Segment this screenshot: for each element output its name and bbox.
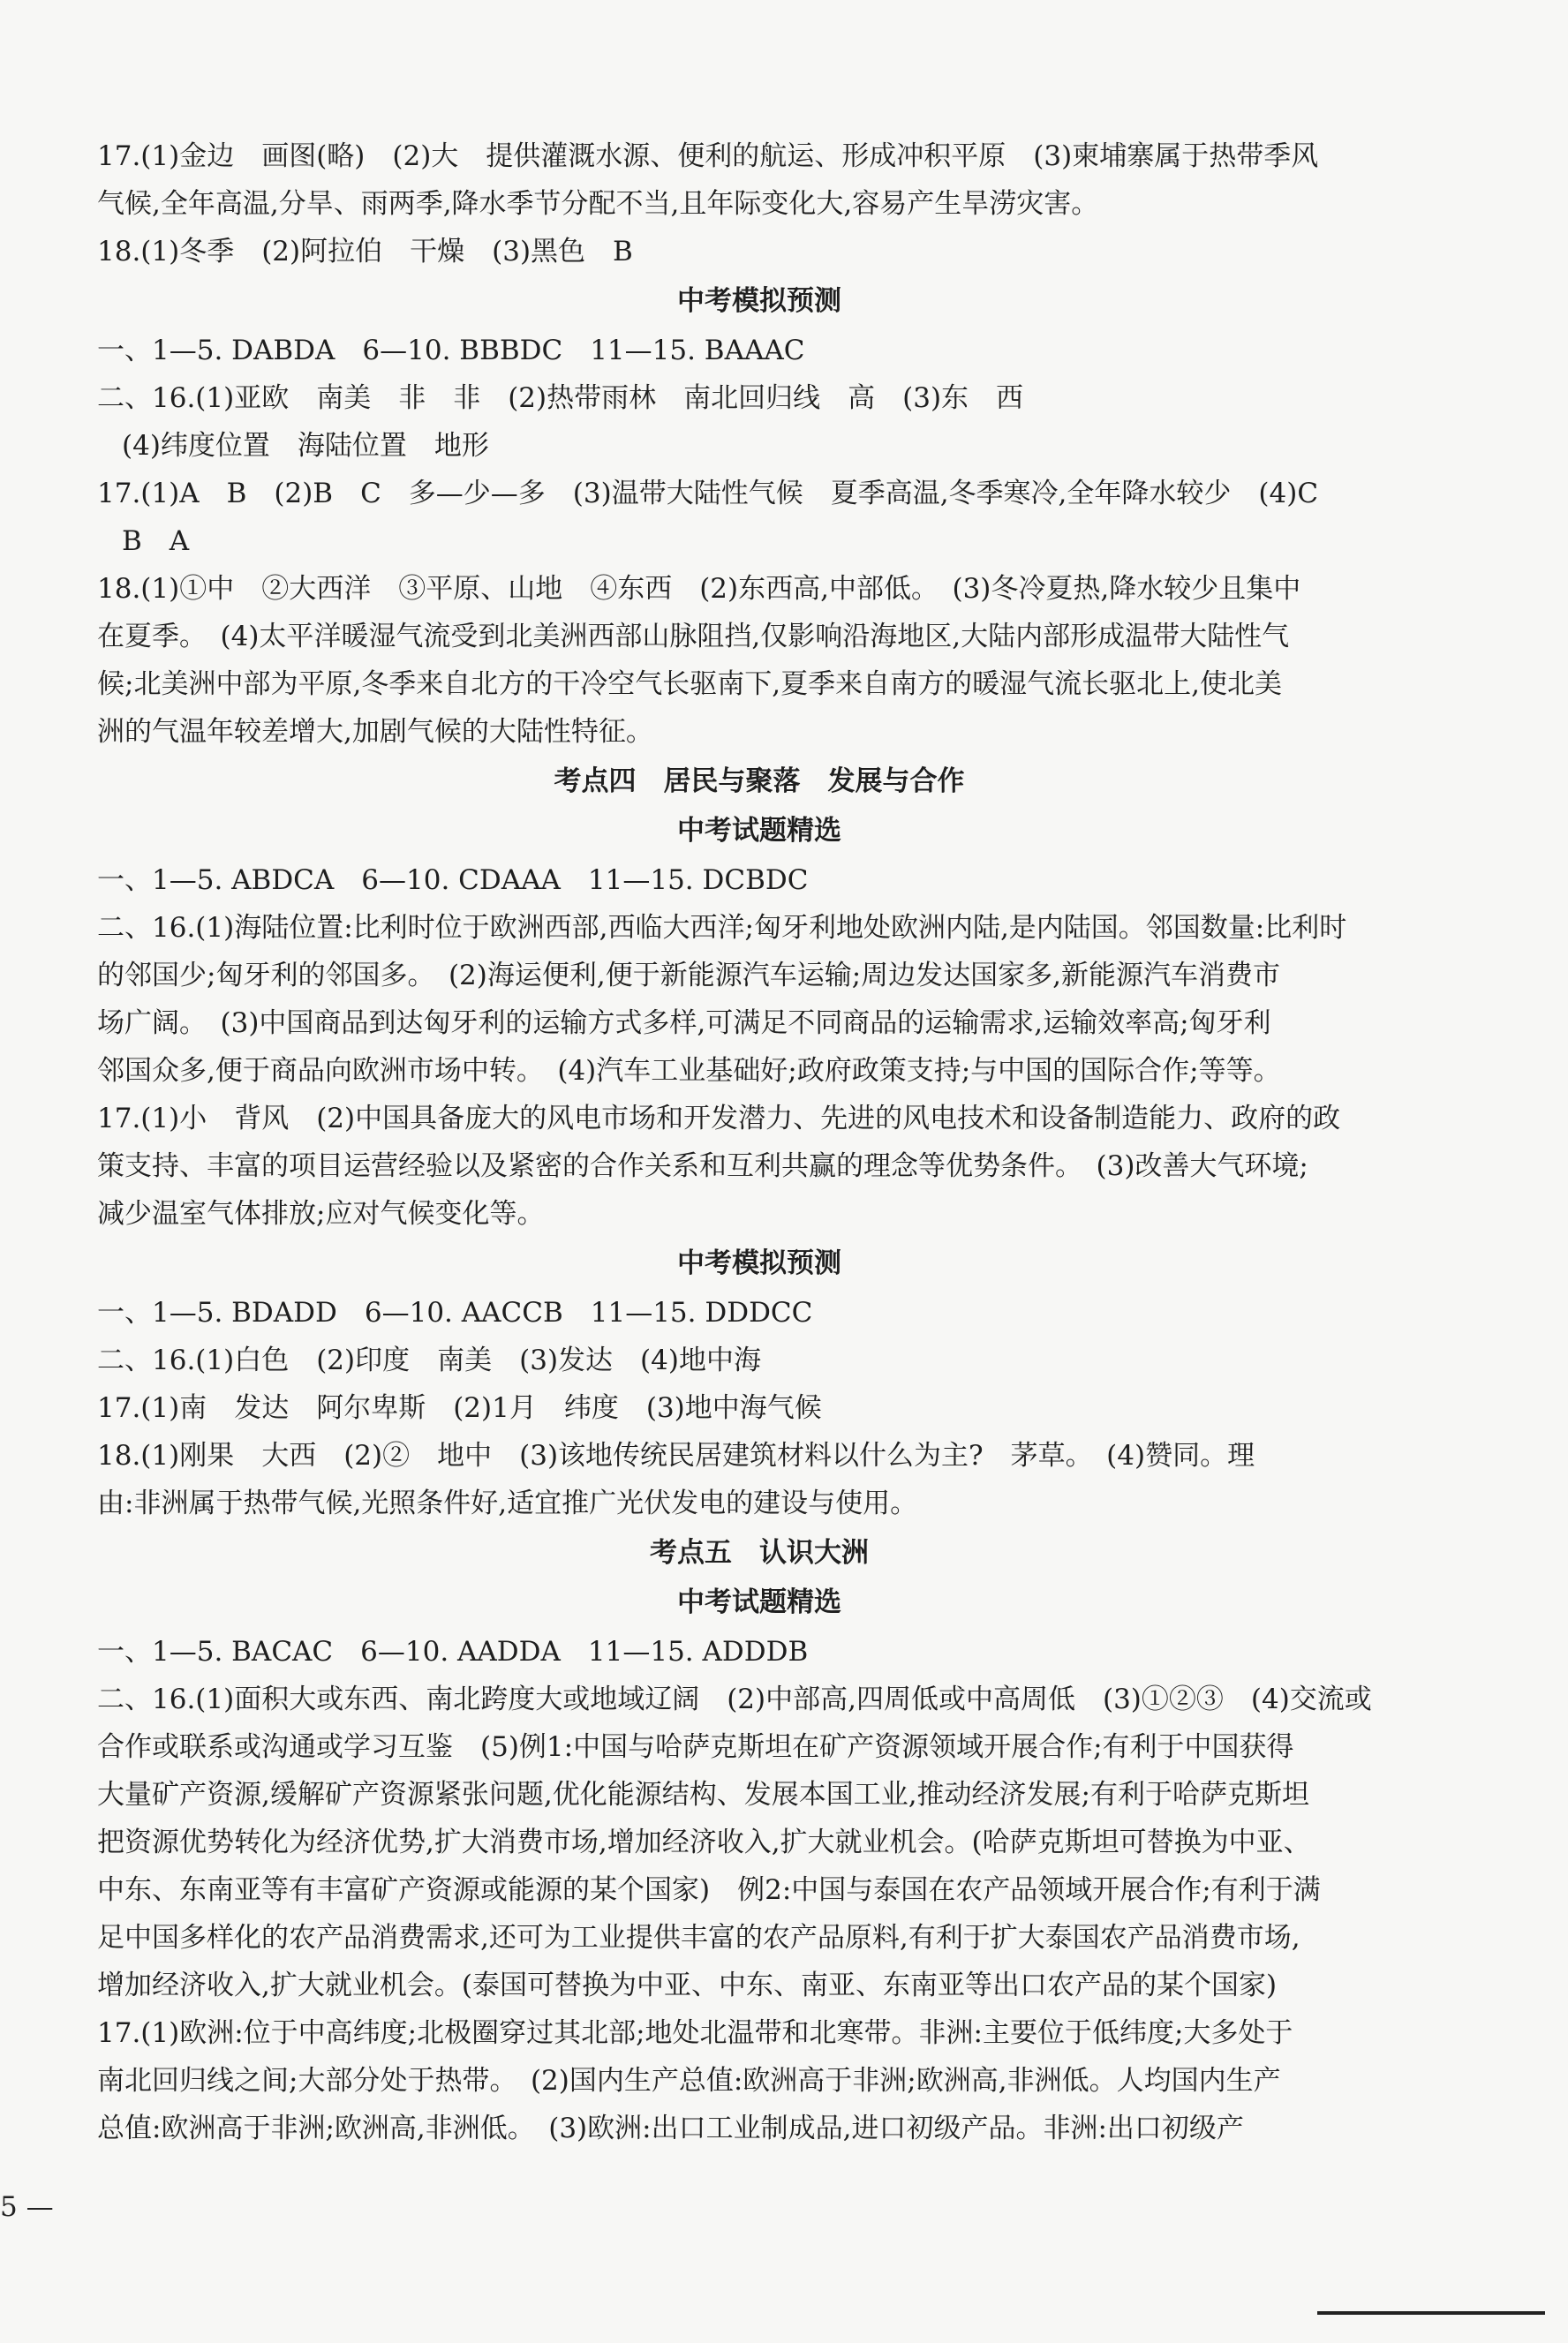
text-line: 一、1—5. BDADD 6—10. AACCB 11—15. DDDCC [97, 1297, 813, 1329]
text-line: 南北回归线之间;大部分处于热带。 (2)国内生产总值:欧洲高于非洲;欧洲高,非洲低。人均国内生产 [97, 2065, 1281, 2097]
text-line: 二、16.(1)亚欧 南美 非 非 (2)热带雨林 南北回归线 高 (3)东 西 [97, 382, 1024, 414]
text-line: 的邻国少;匈牙利的邻国多。 (2)海运便利,便于新能源汽车运输;周边发达国家多,新能源汽车消费市 [97, 960, 1281, 991]
text-line: 17.(1)A B (2)B C 多—少—多 (3)温带大陆性气候 夏季高温,冬季寒冷,全年降水较少 (4)C [97, 478, 1319, 509]
text-line: 18.(1)①中 ②大西洋 ③平原、山地 ④东西 (2)东西高,中部低。 (3)冬冷夏热,降水较少且集中 [97, 573, 1301, 605]
text-line: (4)纬度位置 海陆位置 地形 [122, 430, 489, 462]
chapter-heading: 考点五 认识大洲 [650, 1537, 869, 1569]
text-line: 策支持、丰富的项目运营经验以及紧密的合作关系和互利共赢的理念等优势条件。 (3)改善大气环境; [97, 1150, 1308, 1182]
text-line: 一、1—5. DABDA 6—10. BBBDC 11—15. BAAAC [97, 335, 805, 366]
text-line: 17.(1)金边 画图(略) (2)大 提供灌溉水源、便利的航运、形成冲积平原 (3)柬埔寨属于热带季风 [97, 140, 1319, 172]
text-line: 洲的气温年较差增大,加剧气候的大陆性特征。 [97, 716, 653, 748]
text-line: 17.(1)南 发达 阿尔卑斯 (2)1月 纬度 (3)地中海气候 [97, 1392, 822, 1424]
text-line: 总值:欧洲高于非洲;欧洲高,非洲低。 (3)欧洲:出口工业制成品,进口初级产品。非洲:出口初级产 [97, 2113, 1244, 2144]
text-line: 把资源优势转化为经济优势,扩大消费市场,增加经济收入,扩大就业机会。(哈萨克斯坦可替换为中亚、 [97, 1827, 1311, 1858]
text-line: 场广阔。 (3)中国商品到达匈牙利的运输方式多样,可满足不同商品的运输需求,运输效率高;匈牙利 [97, 1007, 1271, 1039]
text-line: 一、1—5. ABDCA 6—10. CDAAA 11—15. DCBDC [97, 864, 809, 896]
text-line: 17.(1)小 背风 (2)中国具备庞大的风电市场和开发潜力、先进的风电技术和设备制造能力、政府的政 [97, 1103, 1341, 1134]
text-line: 中东、东南亚等有丰富矿产资源或能源的某个国家) 例2:中国与泰国在农产品领域开展合作;有利于满 [97, 1874, 1321, 1906]
page-number: 5 — [0, 2191, 54, 2223]
text-line: 合作或联系或沟通或学习互鉴 (5)例1:中国与哈萨克斯坦在矿产资源领域开展合作;有利于中国获得 [97, 1731, 1294, 1763]
section-heading: 中考试题精选 [677, 1586, 841, 1618]
text-line: B A [122, 525, 190, 557]
text-line: 足中国多样化的农产品消费需求,还可为工业提供丰富的农产品原料,有利于扩大泰国农产品消费市场, [97, 1922, 1300, 1954]
text-line: 大量矿产资源,缓解矿产资源紧张问题,优化能源结构、发展本国工业,推动经济发展;有利于哈萨克斯坦 [97, 1779, 1310, 1811]
text-line: 候;北美洲中部为平原,冬季来自北方的干冷空气长驱南下,夏季来自南方的暖湿气流长驱北上,使北美 [97, 668, 1283, 700]
answer-content [97, 132, 1421, 2152]
text-line: 18.(1)刚果 大西 (2)② 地中 (3)该地传统民居建筑材料以什么为主? 茅草。 (4)赞同。理 [97, 1440, 1255, 1472]
footer-rule [1317, 2311, 1545, 2315]
text-line: 气候,全年高温,分旱、雨两季,降水季节分配不当,且年际变化大,容易产生旱涝灾害。 [97, 188, 1099, 220]
text-line: 18.(1)冬季 (2)阿拉伯 干燥 (3)黑色 B [97, 236, 633, 267]
text-line: 邻国众多,便于商品向欧洲市场中转。 (4)汽车工业基础好;政府政策支持;与中国的国际合作;等等。 [97, 1055, 1281, 1087]
text-line: 由:非洲属于热带气候,光照条件好,适宜推广光伏发电的建设与使用。 [97, 1488, 918, 1519]
text-line: 二、16.(1)面积大或东西、南北跨度大或地域辽阔 (2)中部高,四周低或中高周低 (3)①②③ (4)交流或 [97, 1684, 1372, 1715]
chapter-heading: 考点四 居民与聚落 发展与合作 [554, 765, 965, 797]
text-line: 二、16.(1)白色 (2)印度 南美 (3)发达 (4)地中海 [97, 1345, 761, 1376]
section-heading: 中考试题精选 [677, 815, 841, 847]
text-line: 一、1—5. BACAC 6—10. AADDA 11—15. ADDDB [97, 1636, 809, 1668]
text-line: 增加经济收入,扩大就业机会。(泰国可替换为中亚、中东、南亚、东南亚等出口农产品的某个国家) [97, 1970, 1278, 2001]
text-line: 二、16.(1)海陆位置:比利时位于欧洲西部,西临大西洋;匈牙利地处欧洲内陆,是内陆国。邻国数量:比利时 [97, 912, 1347, 944]
text-line: 减少温室气体排放;应对气候变化等。 [97, 1198, 545, 1230]
text-line: 17.(1)欧洲:位于中高纬度;北极圈穿过其北部;地处北温带和北寒带。非洲:主要位于低纬度;大多处于 [97, 2017, 1293, 2049]
section-heading: 中考模拟预测 [677, 285, 841, 317]
text-line: 在夏季。 (4)太平洋暖湿气流受到北美洲西部山脉阻挡,仅影响沿海地区,大陆内部形成温带大陆性气 [97, 621, 1290, 652]
section-heading: 中考模拟预测 [677, 1247, 841, 1279]
